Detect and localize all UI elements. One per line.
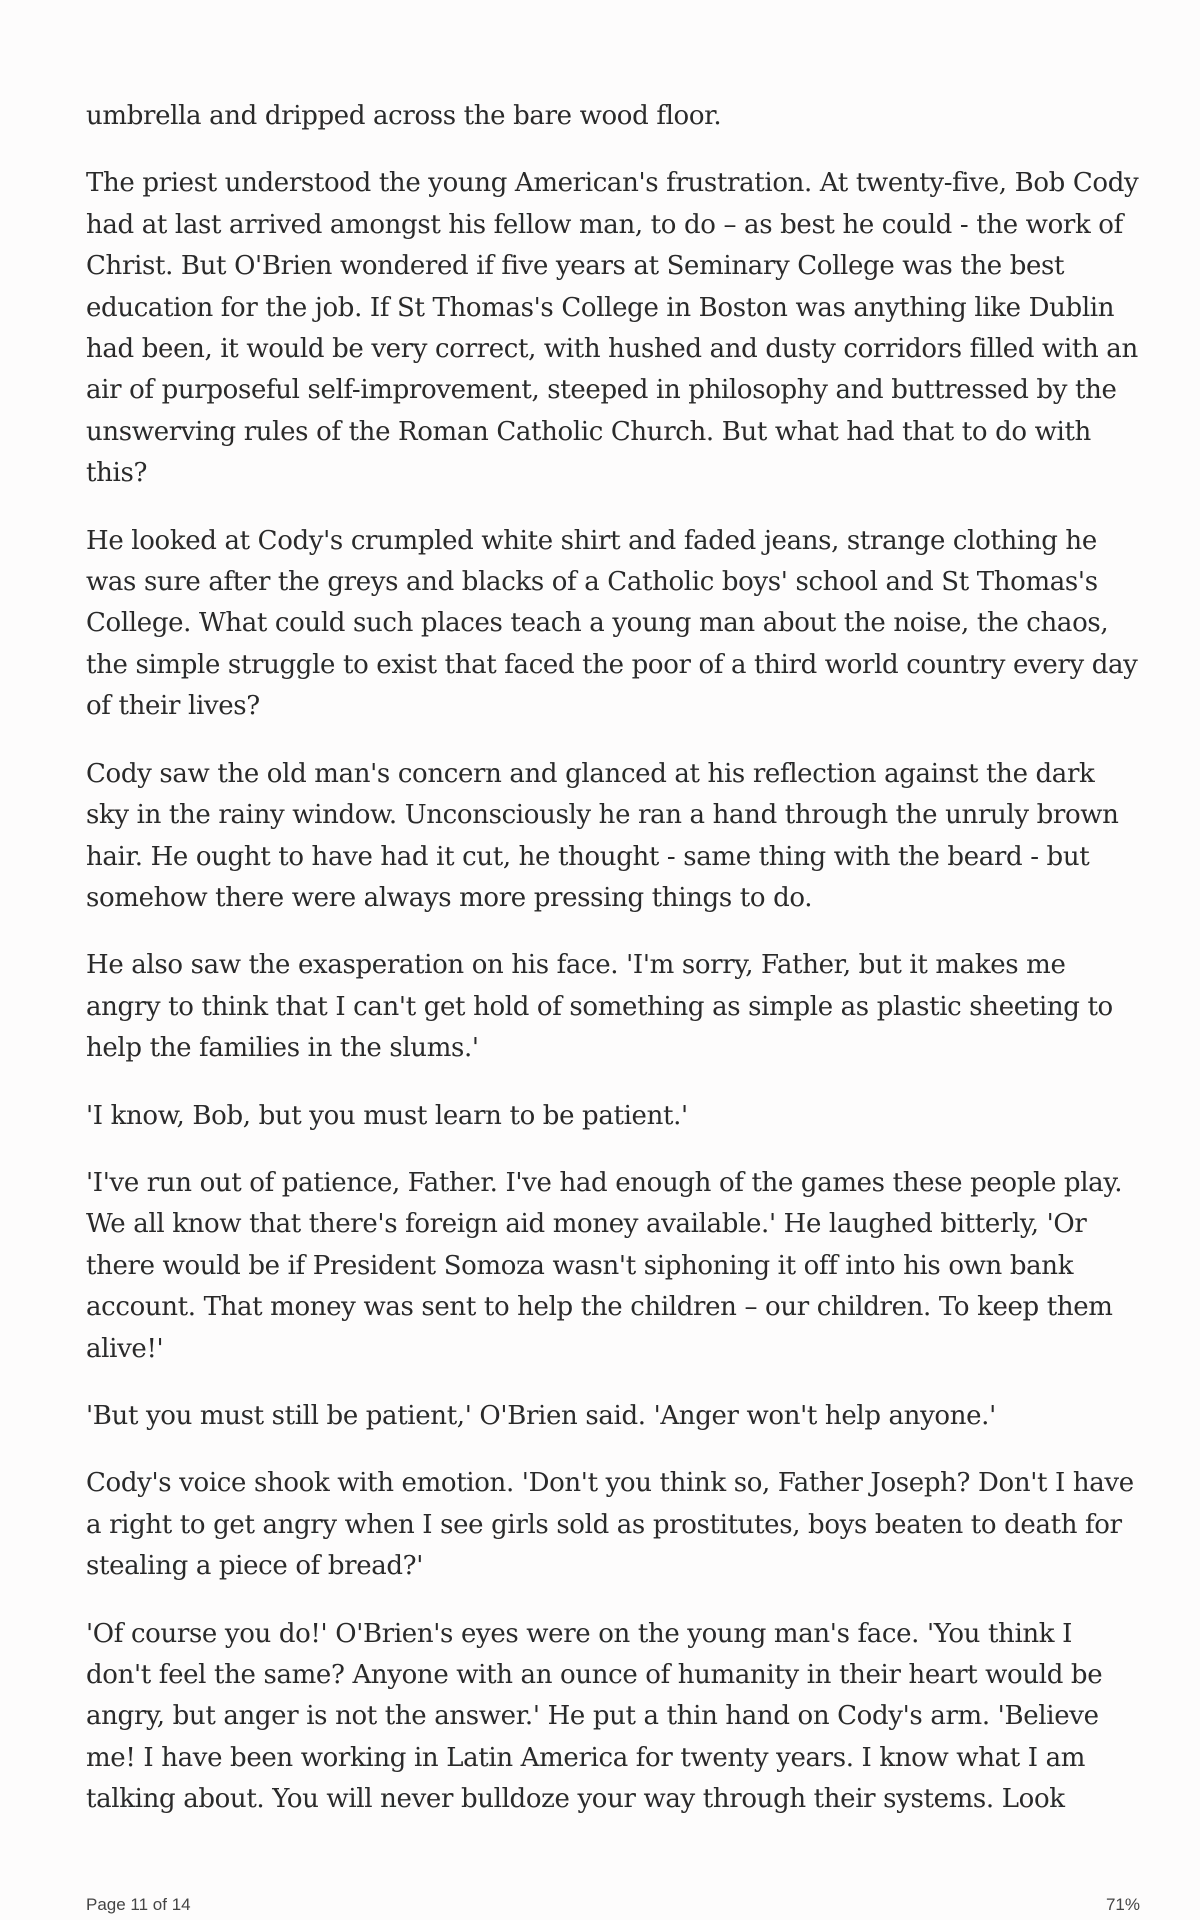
paragraph: 'I know, Bob, but you must learn to be patient.': [86, 1100, 688, 1131]
paragraph: He looked at Cody's crumpled white shirt and faded jeans, strange clothing he was sure after the greys and blacks of a Catholic boys' school and St Thomas's College. What could such places teach a young man about the noise, the chaos, the simple struggle to exist that faced the poor of a third world country every day of their lives?: [86, 525, 1138, 722]
paragraph: umbrella and dripped across the bare wood floor.: [86, 101, 722, 131]
reading-pane: [86, 96, 1140, 1847]
page-indicator: Page 11 of 14: [86, 1895, 191, 1914]
progress-percent: 71%: [1105, 1895, 1140, 1914]
paragraph: 'But you must still be patient,' O'Brien said. 'Anger won't help anyone.': [86, 1400, 996, 1431]
paragraph: 'I've run out of patience, Father. I've had enough of the games these people play. We all know that there's foreign aid money available.' He laughed bitterly, 'Or there would be if President Somoza wasn't siphoning it off into his own bank account. That money was sent to help the children – our children. To keep them alive!': [86, 1167, 1123, 1364]
paragraph: Cody saw the old man's concern and glanced at his reflection against the dark sky in the rainy window. Unconsciously he ran a hand through the unruly brown hair. He ought to have had it cut, he thought - same thing with the beard - but somehow there were always more pressing things to do.: [86, 758, 1119, 913]
reader-footer: [86, 1895, 1140, 1915]
paragraph: The priest understood the young American's frustration. At twenty-five, Bob Cody had at last arrived amongst his fellow man, to do – as best he could - the work of Christ. But O'Brien wondered if five years at Seminary College was the best education for the job. If St Thomas's College in Boston was anything like Dublin had been, it would be very correct, with hushed and dusty corridors filled with an air of purposeful self-improvement, steeped in philosophy and buttressed by the unswerving rules of the Roman Catholic Church. But what had that to do with this?: [86, 168, 1139, 489]
paragraph: Cody's voice shook with emotion. 'Don't you think so, Father Joseph? Don't I have a right to get angry when I see girls sold as prostitutes, boys beaten to death for stealing a piece of bread?': [86, 1468, 1134, 1582]
paragraph: He also saw the exasperation on his face. 'I'm sorry, Father, but it makes me angry to think that I can't get hold of something as simple as plastic sheeting to help the families in the slums.': [86, 950, 1113, 1064]
paragraph: 'Of course you do!' O'Brien's eyes were on the young man's face. 'You think I don't feel the same? Anyone with an ounce of humanity in their heart would be angry, but anger is not the answer.' He put a thin hand on Cody's arm. 'Believe me! I have been working in Latin America for twenty years. I know what I am talking about. You will never bulldoze your way through their systems. Look: [86, 1618, 1103, 1815]
